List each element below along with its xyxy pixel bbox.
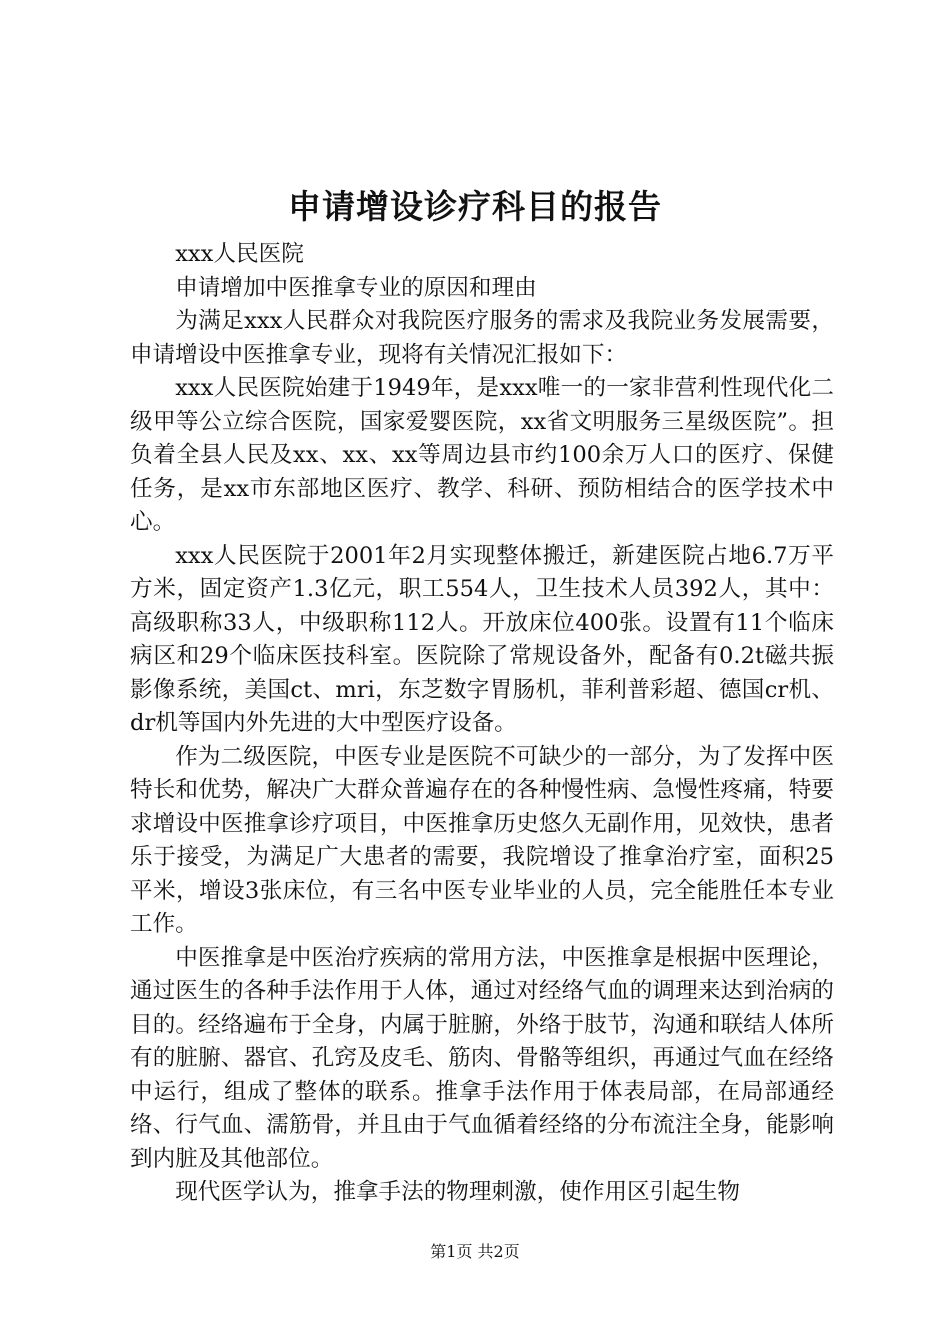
document-title: 申请增设诊疗科目的报告 bbox=[288, 187, 662, 226]
paragraph-modern-medicine: 现代医学认为，推拿手法的物理刺激，使作用区引起生物 bbox=[175, 1179, 741, 1205]
page-footer: 第1页 共2页 bbox=[430, 1242, 520, 1261]
paragraph-hospital-history: xxx人民医院始建于1949年，是xxx唯一的一家非营利性现代化二级甲等公立综合医院，国家爱婴医院，xx省文明服务三星级医院”。担负着全县人民及xx、xx、xx等周边县市约100余万人口的医疗、保健任务，是xx市东部地区医疗、教学、科研、预防相结合的医学技术中心。 bbox=[130, 375, 834, 535]
paragraph-hospital-name: xxx人民医院 bbox=[175, 241, 304, 267]
paragraph-hospital-facilities: xxx人民医院于2001年2月实现整体搬迁，新建医院占地6.7万平方米，固定资产1.3亿元，职工554人，卫生技术人员392人，其中：高级职称33人，中级职称112人。开放床位400张。设置有11个临床病区和29个临床医技科室。医院除了常规设备外，配备有0.2t磁共振影像系统，美国ct、mri，东芝数字胃肠机，菲利普彩超、德国cr机、dr机等国内外先进的大中型医疗设备。 bbox=[130, 542, 834, 736]
document-body bbox=[130, 238, 834, 1210]
paragraph-intro: 为满足xxx人民群众对我院医疗服务的需求及我院业务发展需要，申请增设中医推拿专业，现将有关情况汇报如下： bbox=[130, 308, 834, 368]
paragraph-tcm-massage: 中医推拿是中医治疗疾病的常用方法，中医推拿是根据中医理论，通过医生的各种手法作用于人体，通过对经络气血的调理来达到治病的目的。经络遍布于全身，内属于脏腑，外络于肢节，沟通和联结人体所有的脏腑、器官、孔窍及皮毛、筋肉、骨骼等组织，再通过气血在经络中运行，组成了整体的联系。推拿手法作用于体表局部，在局部通经络、行气血、濡筋骨，并且由于气血循着经络的分布流注全身，能影响到内脏及其他部位。 bbox=[130, 944, 834, 1172]
paragraph-reason: 作为二级医院，中医专业是医院不可缺少的一部分，为了发挥中医特长和优势，解决广大群众普遍存在的各种慢性病、急慢性疼痛，特要求增设中医推拿诊疗项目，中医推拿历史悠久无副作用，见效快，患者乐于接受，为满足广大患者的需要，我院增设了推拿治疗室，面积25平米，增设3张床位，有三名中医专业毕业的人员，完全能胜任本专业工作。 bbox=[130, 743, 834, 937]
paragraph-subject: 申请增加中医推拿专业的原因和理由 bbox=[175, 274, 537, 301]
